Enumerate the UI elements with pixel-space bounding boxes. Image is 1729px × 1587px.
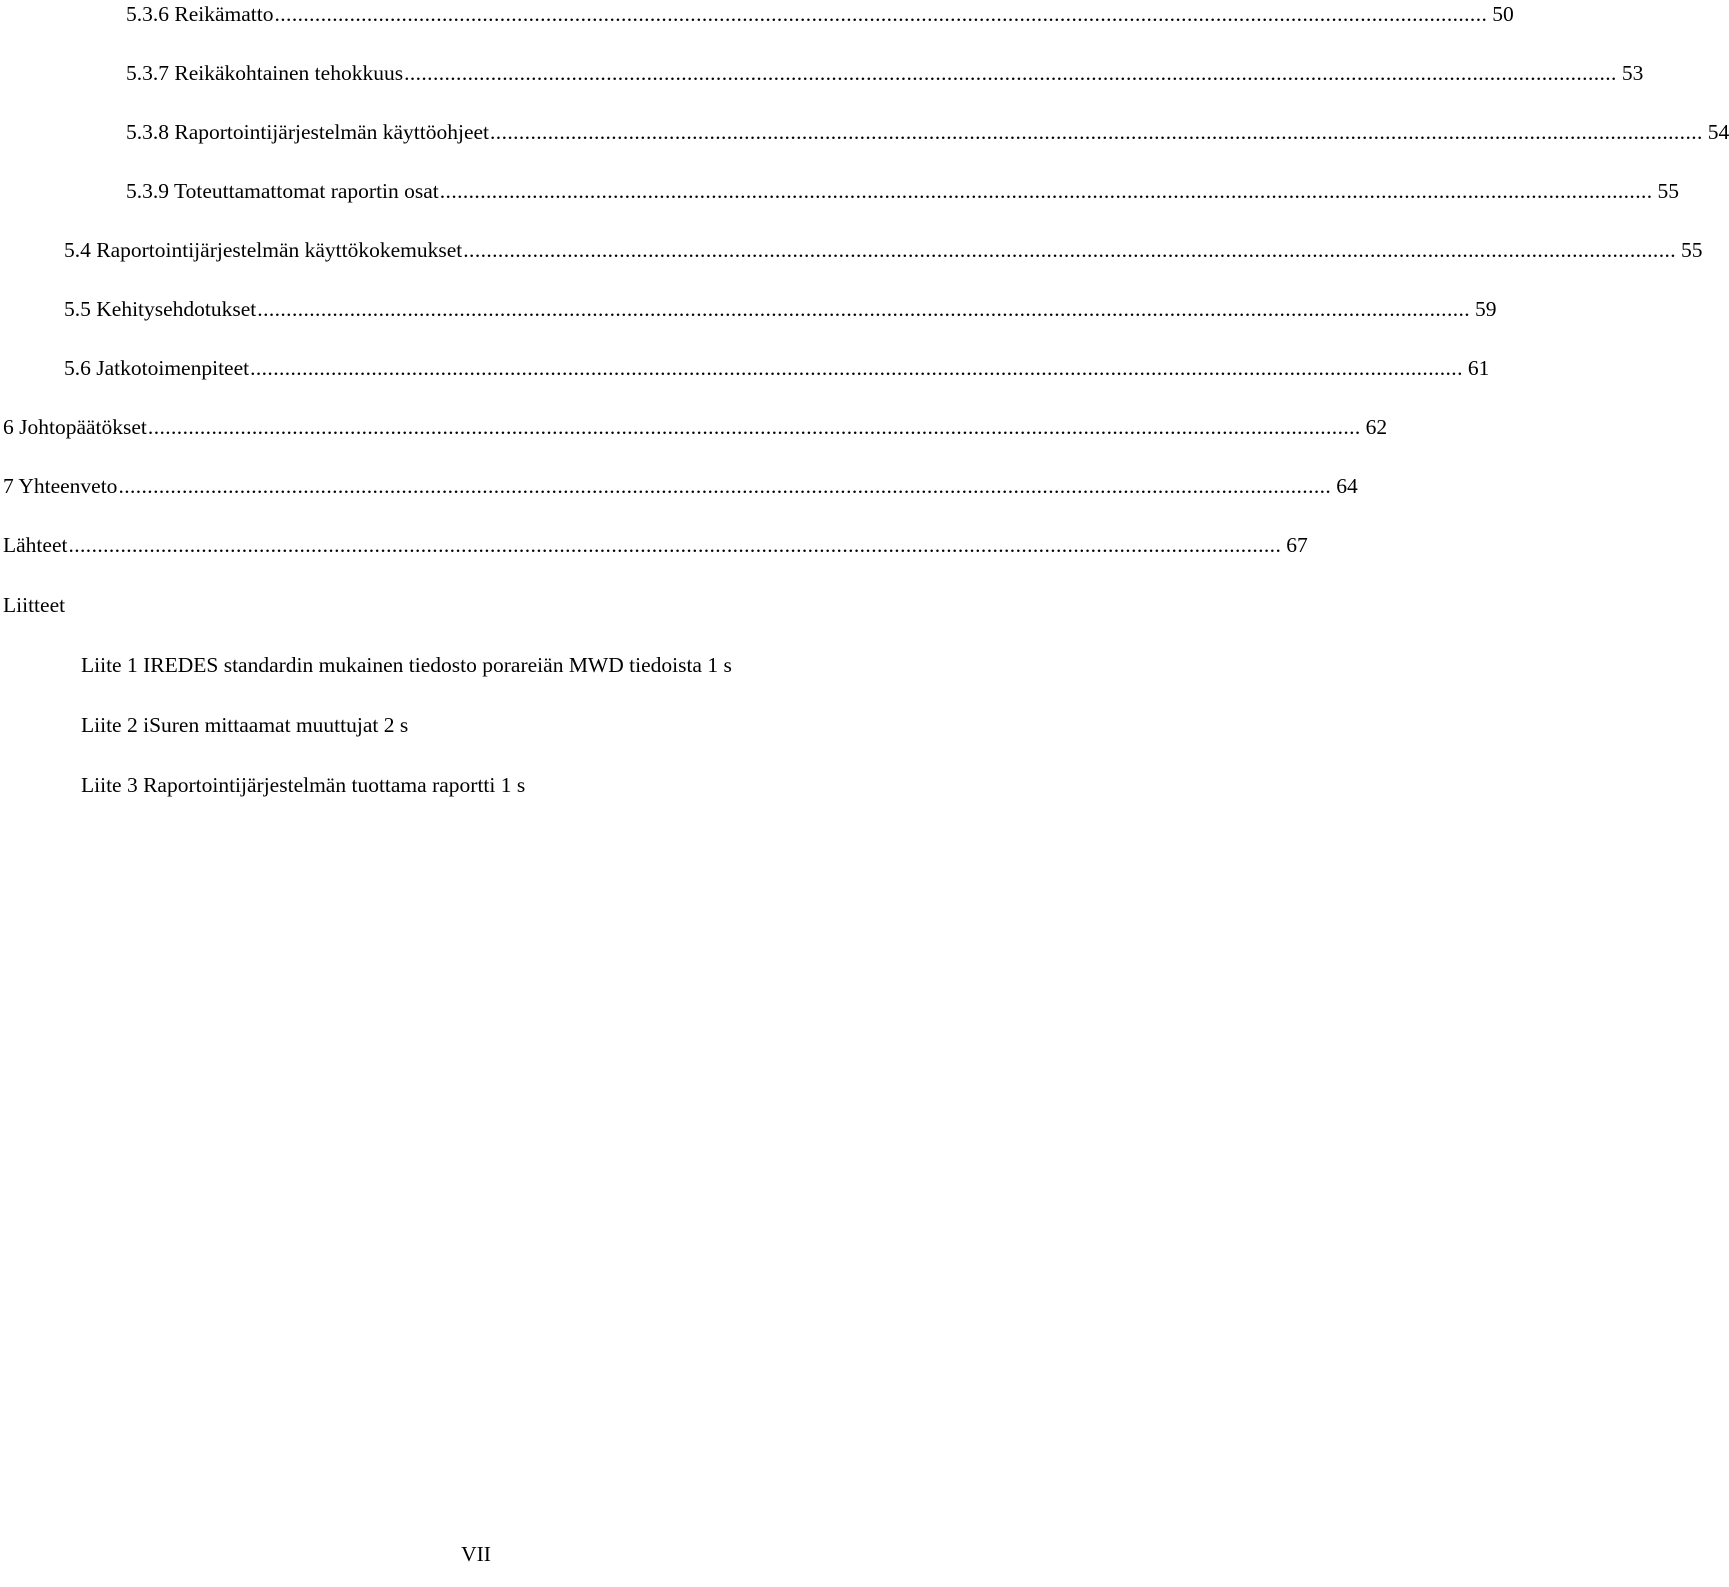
toc-entry-label: 5.3.7 Reikäkohtainen tehokkuus (126, 61, 404, 85)
toc-entry (126, 0, 1514, 28)
dot-leader: .................................................................................................................................................................................................................. (439, 179, 1653, 203)
dot-leader: .................................................................................................................................................................................................................. (68, 533, 1282, 557)
toc-entry-label: 5.3.9 Toteuttamattomat raportin osat (126, 179, 439, 203)
toc-entry-label: 6 Johtopäätökset (3, 415, 147, 439)
dot-leader: .................................................................................................................................................................................................................. (274, 2, 1488, 26)
dot-leader: .................................................................................................................................................................................................................. (147, 415, 1361, 439)
dot-leader: .................................................................................................................................................................................................................. (257, 297, 1471, 321)
toc-entry-label: 5.4 Raportointijärjestelmän käyttökokemukset (64, 238, 463, 262)
toc-entry-label: 5.3.8 Raportointijärjestelmän käyttöohjeet (126, 120, 490, 144)
toc-entry-label: 5.3.6 Reikämatto (126, 2, 274, 26)
appendices-heading: Liitteet (3, 593, 66, 617)
toc-entry (64, 236, 1703, 264)
toc-entry-label: 5.6 Jatkotoimenpiteet (64, 356, 250, 380)
dot-leader: .................................................................................................................................................................................................................. (404, 61, 1617, 85)
dot-leader: .................................................................................................................................................................................................................. (490, 120, 1703, 144)
appendix-item: Liite 1 IREDES standardin mukainen tiedosto porareiän MWD tiedoista 1 s (81, 653, 732, 677)
toc-entry-label: Lähteet (3, 533, 68, 557)
page-number: VII (461, 1542, 491, 1566)
toc-entry-page: 62 (1365, 415, 1388, 439)
dot-leader: .................................................................................................................................................................................................................. (250, 356, 1463, 380)
toc-entry-page: 61 (1467, 356, 1490, 380)
toc-entry-page: 50 (1492, 2, 1514, 26)
toc-entry (126, 59, 1644, 87)
toc-entry-label: 5.5 Kehitysehdotukset (64, 297, 257, 321)
toc-entry-label: 7 Yhteenveto (3, 474, 118, 498)
toc-entry (64, 295, 1497, 323)
toc-entry-page: 55 (1681, 238, 1703, 262)
toc-entry (126, 177, 1680, 205)
toc-entry-page: 67 (1286, 533, 1308, 557)
toc-entry (3, 472, 1358, 500)
toc-entry-page: 55 (1657, 179, 1680, 203)
toc-entry-page: 54 (1707, 120, 1729, 144)
appendix-item: Liite 3 Raportointijärjestelmän tuottama raportti 1 s (81, 773, 526, 797)
toc-entry (3, 531, 1308, 559)
toc-entry-page: 64 (1336, 474, 1358, 498)
appendix-item: Liite 2 iSuren mittaamat muuttujat 2 s (81, 713, 409, 737)
toc-entry (3, 413, 1388, 441)
toc-entry-page: 59 (1475, 297, 1497, 321)
toc-entry (126, 118, 1729, 146)
dot-leader: .................................................................................................................................................................................................................. (463, 238, 1677, 262)
toc-entry-page: 53 (1621, 61, 1644, 85)
dot-leader: .................................................................................................................................................................................................................. (118, 474, 1332, 498)
toc-entry (64, 354, 1490, 382)
